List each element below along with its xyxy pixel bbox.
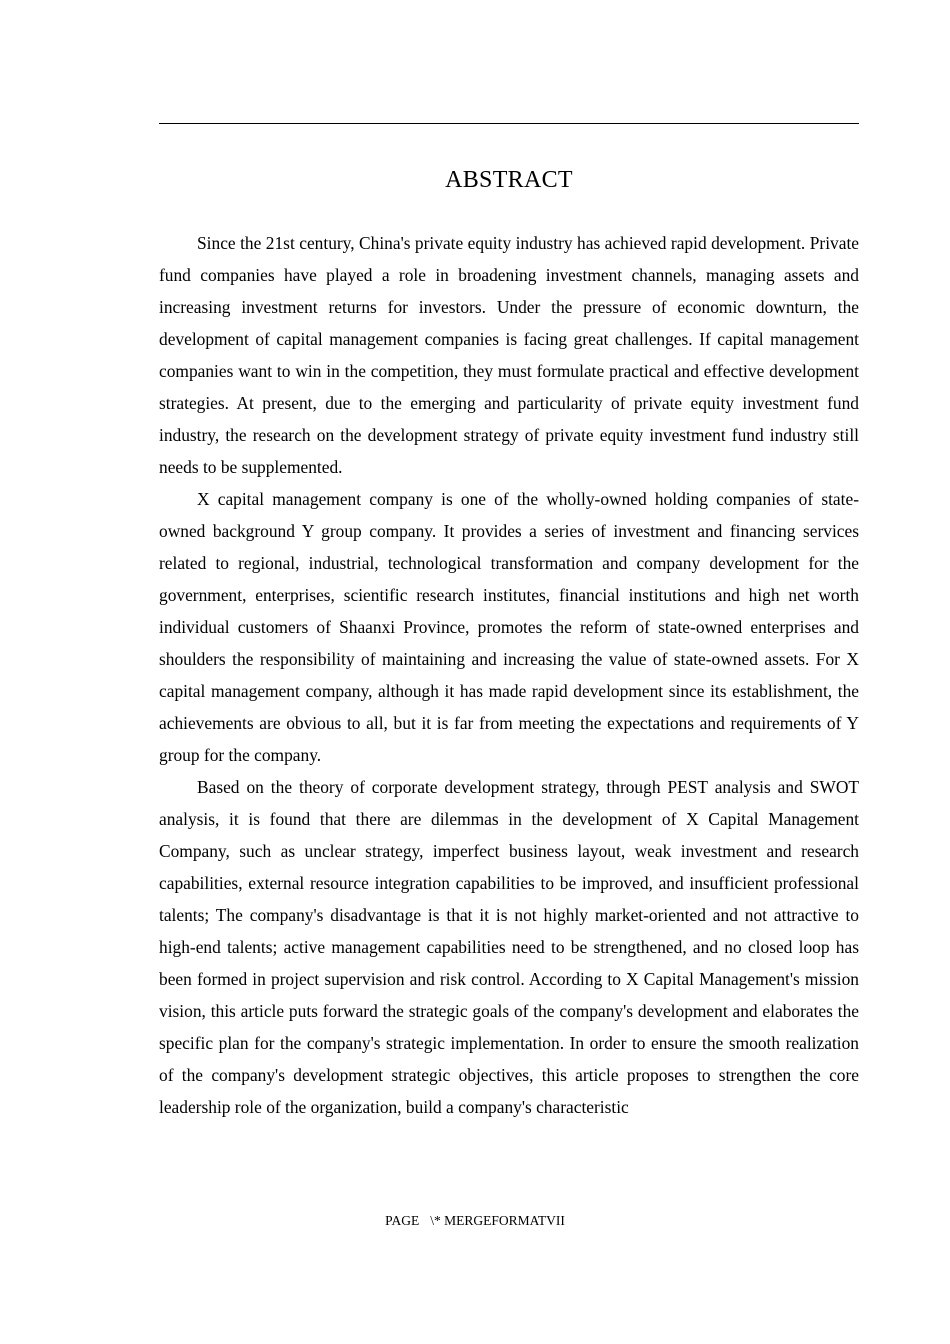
page-footer [0,1212,950,1230]
abstract-paragraph-3: Based on the theory of corporate development strategy, through PEST analysis and SWOT analysis, it is found that there are dilemmas in the development of X Capital Management Company, such as unclear strategy, imperfect business layout, weak investment and research capabilities, external resource integration capabilities to be improved, and insufficient professional talents; The company's disadvantage is that it is not highly market-oriented and not attractive to high-end talents; active management capabilities need to be strengthened, and no closed loop has been formed in project supervision and risk control. According to X Capital Management's mission vision, this article puts forward the strategic goals of the company's development and elaborates the specific plan for the company's strategic implementation. In order to ensure the smooth realization of the company's development strategic objectives, this article proposes to strengthen the core leadership role of the organization, build a company's characteristic [159,777,859,1117]
header-rule [159,123,859,124]
footer-field-label: PAGE [385,1213,420,1228]
abstract-paragraph-2: X capital management company is one of the wholly-owned holding companies of state-owned background Y group company. It provides a series of investment and financing services related to regional, industrial, technological transformation and company development for the government, enterprises, scientific research institutes, financial institutions and high net worth individual customers of Shaanxi Province, promotes the reform of state-owned enterprises and shoulders the responsibility of maintaining and increasing the value of state-owned assets. For X capital management company, although it has made rapid development since its establishment, the achievements are obvious to all, but it is far from meeting the expectations and requirements of Y group for the company. [159,489,859,765]
abstract-paragraph-1: Since the 21st century, China's private equity industry has achieved rapid development. Private fund companies have played a role in broadening investment channels, managing assets and increasing investment returns for investors. Under the pressure of economic downturn, the development of capital management companies is facing great challenges. If capital management companies want to win in the competition, they must formulate practical and effective development strategies. At present, due to the emerging and particularity of private equity investment fund industry, the research on the development strategy of private equity investment fund industry still needs to be supplemented. [159,233,859,477]
footer-field-code: \* MERGEFORMAT [430,1213,547,1228]
abstract-title: ABSTRACT [445,167,573,193]
page-number: VII [546,1213,565,1228]
abstract-body [159,227,859,1123]
